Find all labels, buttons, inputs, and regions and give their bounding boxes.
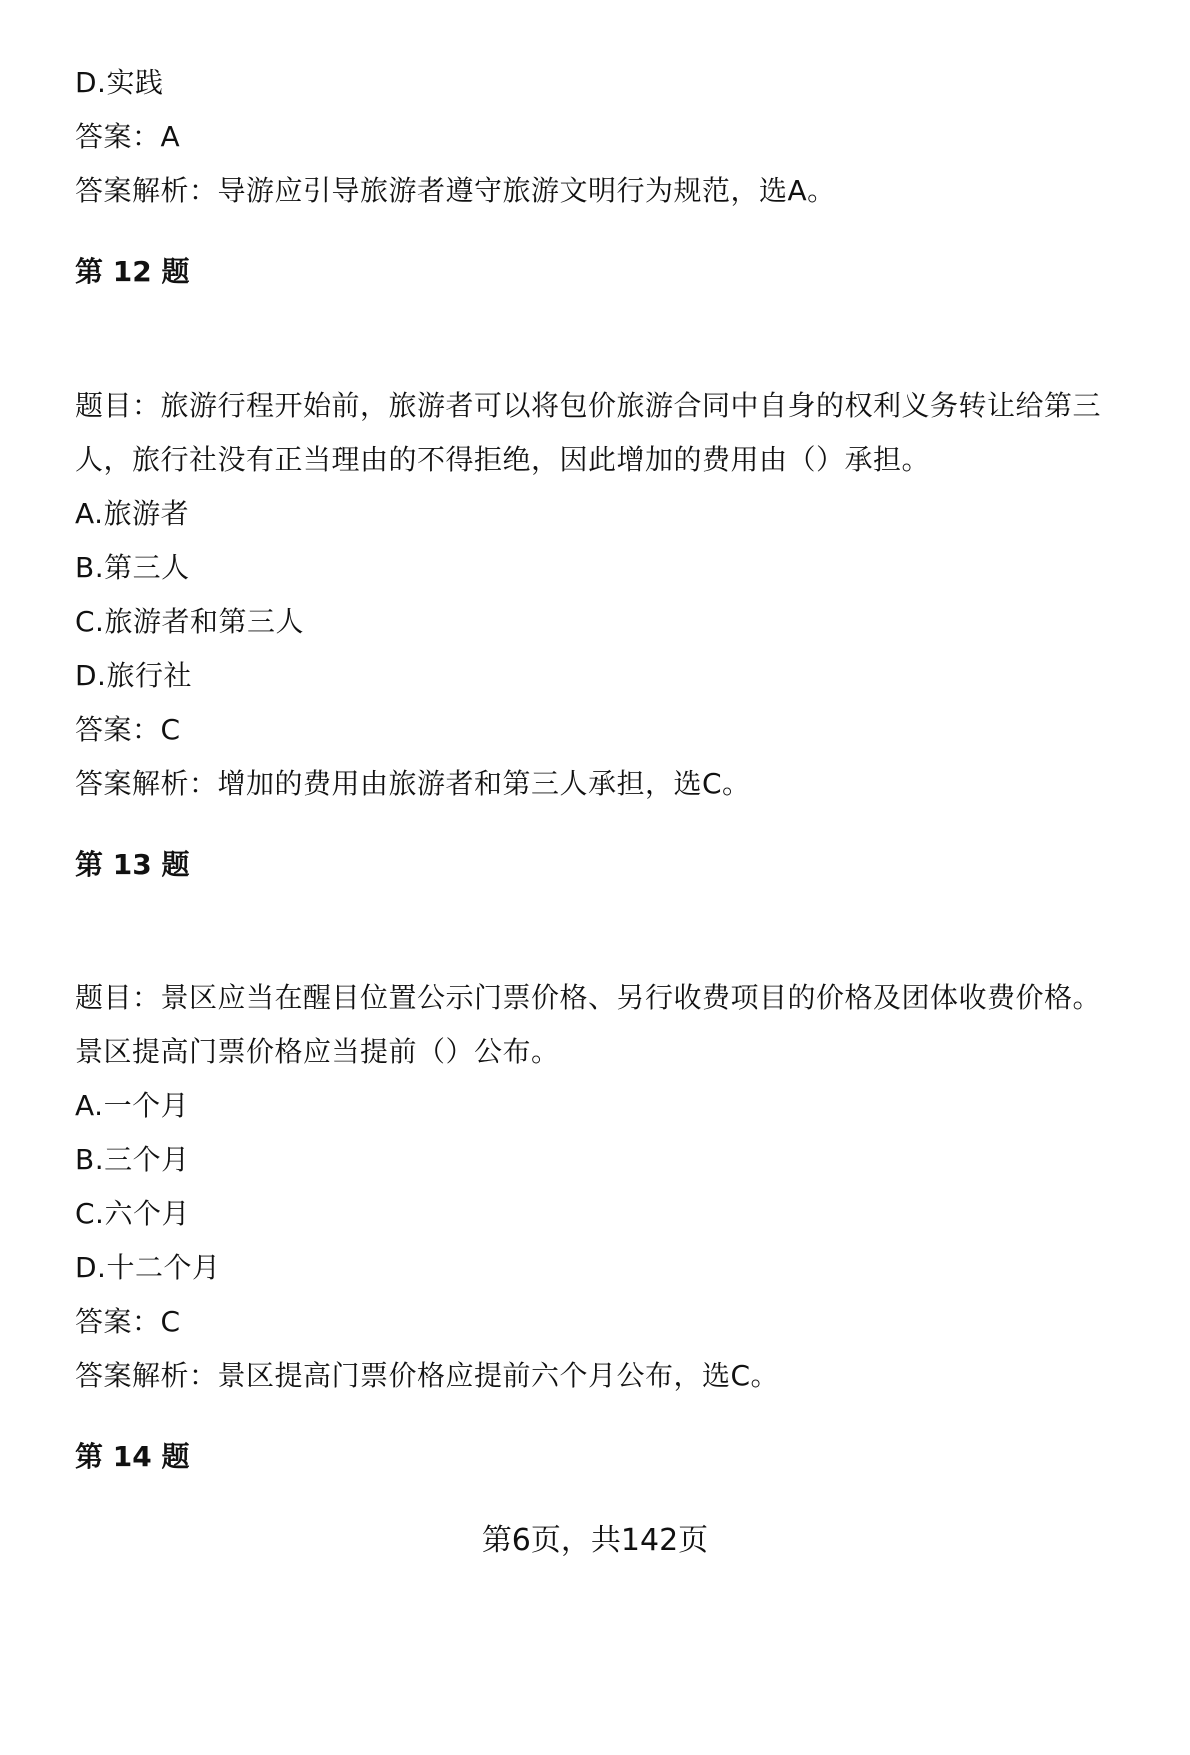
q13-stem-line2: 景区提高门票价格应当提前（）公布。 — [75, 1035, 560, 1068]
q13-option-d: D.十二个月 — [75, 1251, 221, 1284]
q12-answer: 答案：C — [75, 713, 181, 746]
q13-option-b: B.三个月 — [75, 1143, 190, 1176]
q12-option-d: D.旅行社 — [75, 659, 192, 692]
q12-stem-line2: 人，旅行社没有正当理由的不得拒绝，因此增加的费用由（）承担。 — [75, 443, 931, 476]
q13-heading: 第 13 题 — [75, 848, 190, 881]
prev-option-d: D.实践 — [75, 66, 164, 99]
q12-option-a: A.旅游者 — [75, 497, 190, 530]
q12-option-c: C.旅游者和第三人 — [75, 605, 304, 638]
q12-heading: 第 12 题 — [75, 255, 190, 288]
q13-stem-line1: 题目：景区应当在醒目位置公示门票价格、另行收费项目的价格及团体收费价格。 — [75, 981, 1102, 1014]
q14-heading: 第 14 题 — [75, 1440, 190, 1473]
q12-stem-line1: 题目：旅游行程开始前，旅游者可以将包价旅游合同中自身的权利义务转让给第三 — [75, 389, 1102, 422]
q13-option-a: A.一个月 — [75, 1089, 190, 1122]
page-indicator: 第6页，共142页 — [481, 1523, 709, 1558]
q13-analysis: 答案解析：景区提高门票价格应提前六个月公布，选C。 — [75, 1359, 780, 1392]
q12-option-b: B.第三人 — [75, 551, 190, 584]
q13-answer: 答案：C — [75, 1305, 181, 1338]
prev-answer: 答案：A — [75, 120, 181, 153]
prev-analysis: 答案解析：导游应引导旅游者遵守旅游文明行为规范，选A。 — [75, 174, 836, 207]
q12-analysis: 答案解析：增加的费用由旅游者和第三人承担，选C。 — [75, 767, 751, 800]
q13-option-c: C.六个月 — [75, 1197, 190, 1230]
